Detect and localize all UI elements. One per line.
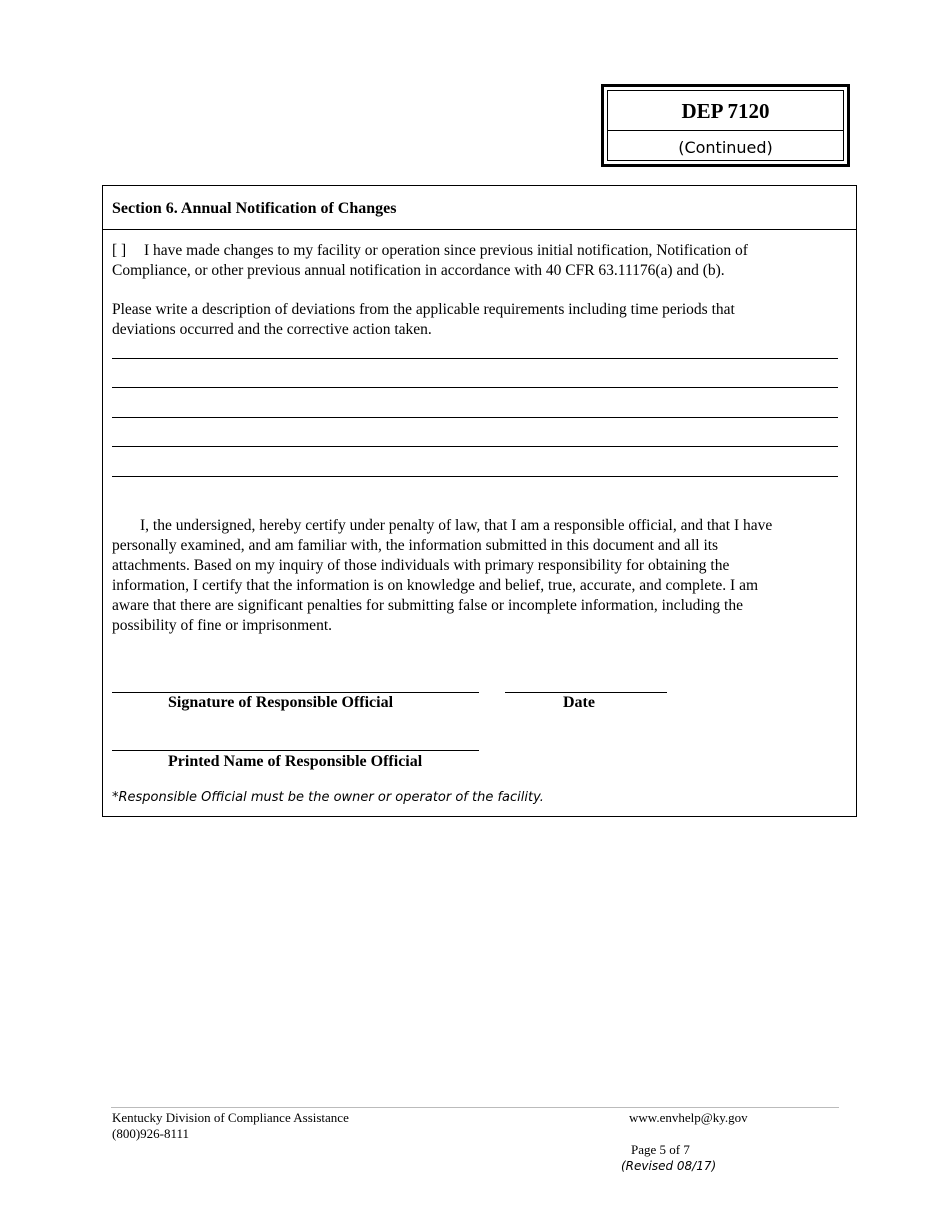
signature-label: Signature of Responsible Official bbox=[168, 694, 394, 711]
description-write-line[interactable] bbox=[112, 417, 838, 418]
certification-line: information, I certify that the information is on knowledge and belief, true, accurate, and complete. I am bbox=[112, 577, 759, 594]
footer-divider bbox=[111, 1107, 839, 1108]
footer-revised: (Revised 08/17) bbox=[621, 1159, 717, 1173]
form-id-inner bbox=[607, 90, 844, 161]
description-write-line[interactable] bbox=[112, 387, 838, 388]
date-label: Date bbox=[563, 694, 595, 711]
printed-name-line[interactable] bbox=[112, 750, 479, 751]
changes-checkbox[interactable]: [ ] bbox=[112, 242, 127, 259]
description-write-line[interactable] bbox=[112, 446, 838, 447]
form-id-box bbox=[601, 84, 850, 167]
description-prompt-line-2: deviations occurred and the corrective action taken. bbox=[112, 321, 432, 338]
certification-line: I, the undersigned, hereby certify under penalty of law, that I am a responsible official, and that I have bbox=[140, 517, 773, 534]
footer-page-number: Page 5 of 7 bbox=[631, 1142, 690, 1157]
certification-line: aware that there are significant penalties for submitting false or incomplete information, including the bbox=[112, 597, 743, 614]
section-header: Section 6. Annual Notification of Changes bbox=[103, 186, 856, 230]
certification-line: attachments. Based on my inquiry of those individuals with primary responsibility for obtaining the bbox=[112, 557, 730, 574]
footer-agency: Kentucky Division of Compliance Assistance bbox=[112, 1110, 349, 1125]
footer-phone: (800)926-8111 bbox=[112, 1126, 190, 1141]
printed-name-label: Printed Name of Responsible Official bbox=[168, 753, 423, 770]
section-6-box bbox=[102, 185, 857, 817]
changes-statement-line-1 bbox=[112, 241, 748, 261]
changes-statement-line-2: Compliance, or other previous annual notification in accordance with 40 CFR 63.11176(a) and (b). bbox=[112, 262, 725, 279]
certification-line: possibility of fine or imprisonment. bbox=[112, 617, 332, 634]
description-write-line[interactable] bbox=[112, 358, 838, 359]
description-write-line[interactable] bbox=[112, 476, 838, 477]
description-prompt-line-1: Please write a description of deviations from the applicable requirements including time periods that bbox=[112, 301, 735, 318]
form-id-subtitle: (Continued) bbox=[678, 138, 773, 157]
form-id-title: DEP 7120 bbox=[608, 91, 843, 131]
changes-statement-text: I have made changes to my facility or operation since previous initial notification, Notification of bbox=[144, 242, 748, 259]
footer-website[interactable]: www.envhelp@ky.gov bbox=[629, 1110, 748, 1125]
certification-line: personally examined, and am familiar with, the information submitted in this document and all its bbox=[112, 537, 719, 554]
responsible-official-note: *Responsible Official must be the owner or operator of the facility. bbox=[112, 790, 544, 805]
